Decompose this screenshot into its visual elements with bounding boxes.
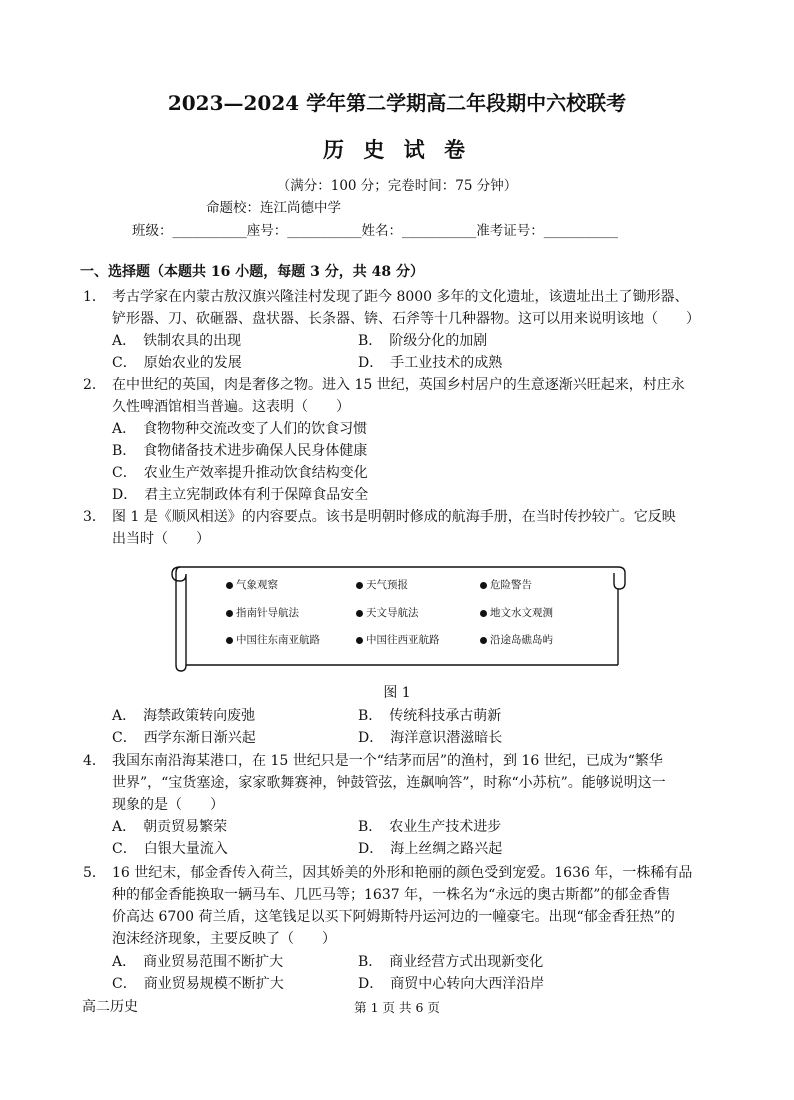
option-b: B． 阶级分化的加剧 <box>358 333 488 349</box>
bullet-icon <box>226 610 233 617</box>
bullet-icon <box>226 637 233 644</box>
figure-1-scroll <box>168 555 630 679</box>
scroll-item: 危险警告 <box>480 577 532 592</box>
scroll-item: 中国往东南亚航路 <box>226 632 320 647</box>
question-text: 铲形器、刀、砍砸器、盘状器、长条器、锛、石斧等十几种器物。这可以用来说明该地（ ） <box>112 311 700 327</box>
option-d: D． 手工业技术的成熟 <box>358 355 503 371</box>
option-b: B． 商业经营方式出现新变化 <box>358 954 544 970</box>
scroll-item: 气象观察 <box>226 577 278 592</box>
option-c: C． 白银大量流入 <box>112 841 228 857</box>
option-a: A． 商业贸易范围不断扩大 <box>112 954 284 970</box>
option-b: B． 传统科技承古萌新 <box>358 708 502 724</box>
bullet-icon <box>226 582 233 589</box>
setter-school: 命题校：连江尚德中学 <box>206 200 341 216</box>
scroll-item: 天文导航法 <box>356 605 419 620</box>
question-text: 价高达 6700 荷兰盾，这笔钱足以买下阿姆斯特丹运河边的一幢豪宅。出现“郁金香狂热”的 <box>112 909 675 925</box>
footer-subject: 高二历史 <box>82 999 138 1015</box>
scroll-item: 沿途岛礁岛屿 <box>480 632 553 647</box>
scroll-item: 地文水文观测 <box>480 605 553 620</box>
exam-subject: 历 史 试 卷 <box>323 137 471 162</box>
student-info-line: 班级：___________座号：___________姓名：___________准考证号：___________ <box>132 223 618 239</box>
bullet-icon <box>480 637 487 644</box>
exam-title: 2023—2024 学年第二学期高二年段期中六校联考 <box>167 91 627 115</box>
option-d: D． 海洋意识潜滋暗长 <box>358 730 503 746</box>
option-a: A． 朝贡贸易繁荣 <box>112 819 228 835</box>
option-b: B． 农业生产技术进步 <box>358 819 502 835</box>
option-c: C． 农业生产效率提升推动饮食结构变化 <box>112 465 368 481</box>
question-number: 5． <box>83 865 106 881</box>
option-a: A． 食物物种交流改变了人们的饮食习惯 <box>112 421 368 437</box>
option-d: D． 君主立宪制政体有利于保障食品安全 <box>112 487 369 503</box>
question-text: 图 1 是《顺风相送》的内容要点。该书是明朝时修成的航海手册，在当时传抄较广。它反映 <box>112 509 676 525</box>
option-c: C． 商业贸易规模不断扩大 <box>112 976 284 992</box>
option-c: C． 西学东渐日渐兴起 <box>112 730 256 746</box>
bullet-icon <box>480 582 487 589</box>
question-text: 我国东南沿海某港口，在 15 世纪只是一个“结茅而居”的渔村，到 16 世纪，已成为“繁华 <box>112 753 663 769</box>
score-time: （满分：100 分；完卷时间：75 分钟） <box>276 178 518 194</box>
scroll-item: 天气预报 <box>356 577 408 592</box>
bullet-icon <box>356 610 363 617</box>
question-text: 16 世纪末，郁金香传入荷兰，因其娇美的外形和艳丽的颜色受到宠爱。1636 年，一株稀有品 <box>112 865 693 881</box>
question-text: 现象的是（ ） <box>112 797 224 813</box>
bullet-icon <box>356 637 363 644</box>
option-a: A． 海禁政策转向废弛 <box>112 708 256 724</box>
figure-caption: 图 1 <box>383 685 411 701</box>
scroll-item: 指南针导航法 <box>226 605 299 620</box>
question-number: 1． <box>83 289 106 305</box>
question-text: 泡沫经济现象，主要反映了（ ） <box>112 931 336 947</box>
option-d: D． 商贸中心转向大西洋沿岸 <box>358 976 545 992</box>
question-text: 久性啤酒馆相当普遍。这表明（ ） <box>112 399 350 415</box>
question-number: 3． <box>83 509 106 525</box>
page-number: 第 1 页 共 6 页 <box>354 1000 440 1015</box>
question-text: 考古学家在内蒙古敖汉旗兴隆洼村发现了距今 8000 多年的文化遗址，该遗址出土了锄形器、 <box>112 289 689 305</box>
section-title: 一、选择题（本题共 16 小题，每题 3 分，共 48 分） <box>80 264 424 280</box>
question-text: 世界”，“宝货塞途，家家歌舞赛神，钟鼓管弦，连飙响答”，时称“小苏杭”。能够说明这一 <box>112 775 666 791</box>
option-c: C． 原始农业的发展 <box>112 355 242 371</box>
question-text: 出当时（ ） <box>112 531 210 547</box>
bullet-icon <box>356 582 363 589</box>
option-d: D． 海上丝绸之路兴起 <box>358 841 503 857</box>
option-b: B． 食物储备技术进步确保人民身体健康 <box>112 443 368 459</box>
scroll-item: 中国往西亚航路 <box>356 632 440 647</box>
question-number: 4． <box>83 753 106 769</box>
question-text: 在中世纪的英国，肉是奢侈之物。进入 15 世纪，英国乡村居户的生意逐渐兴旺起来，村庄永 <box>112 377 685 393</box>
option-a: A． 铁制农具的出现 <box>112 333 242 349</box>
bullet-icon <box>480 610 487 617</box>
question-text: 种的郁金香能换取一辆马车、几匹马等；1637 年，一株名为“永远的奥古斯都”的郁金香售 <box>112 887 671 903</box>
question-number: 2． <box>83 377 106 393</box>
